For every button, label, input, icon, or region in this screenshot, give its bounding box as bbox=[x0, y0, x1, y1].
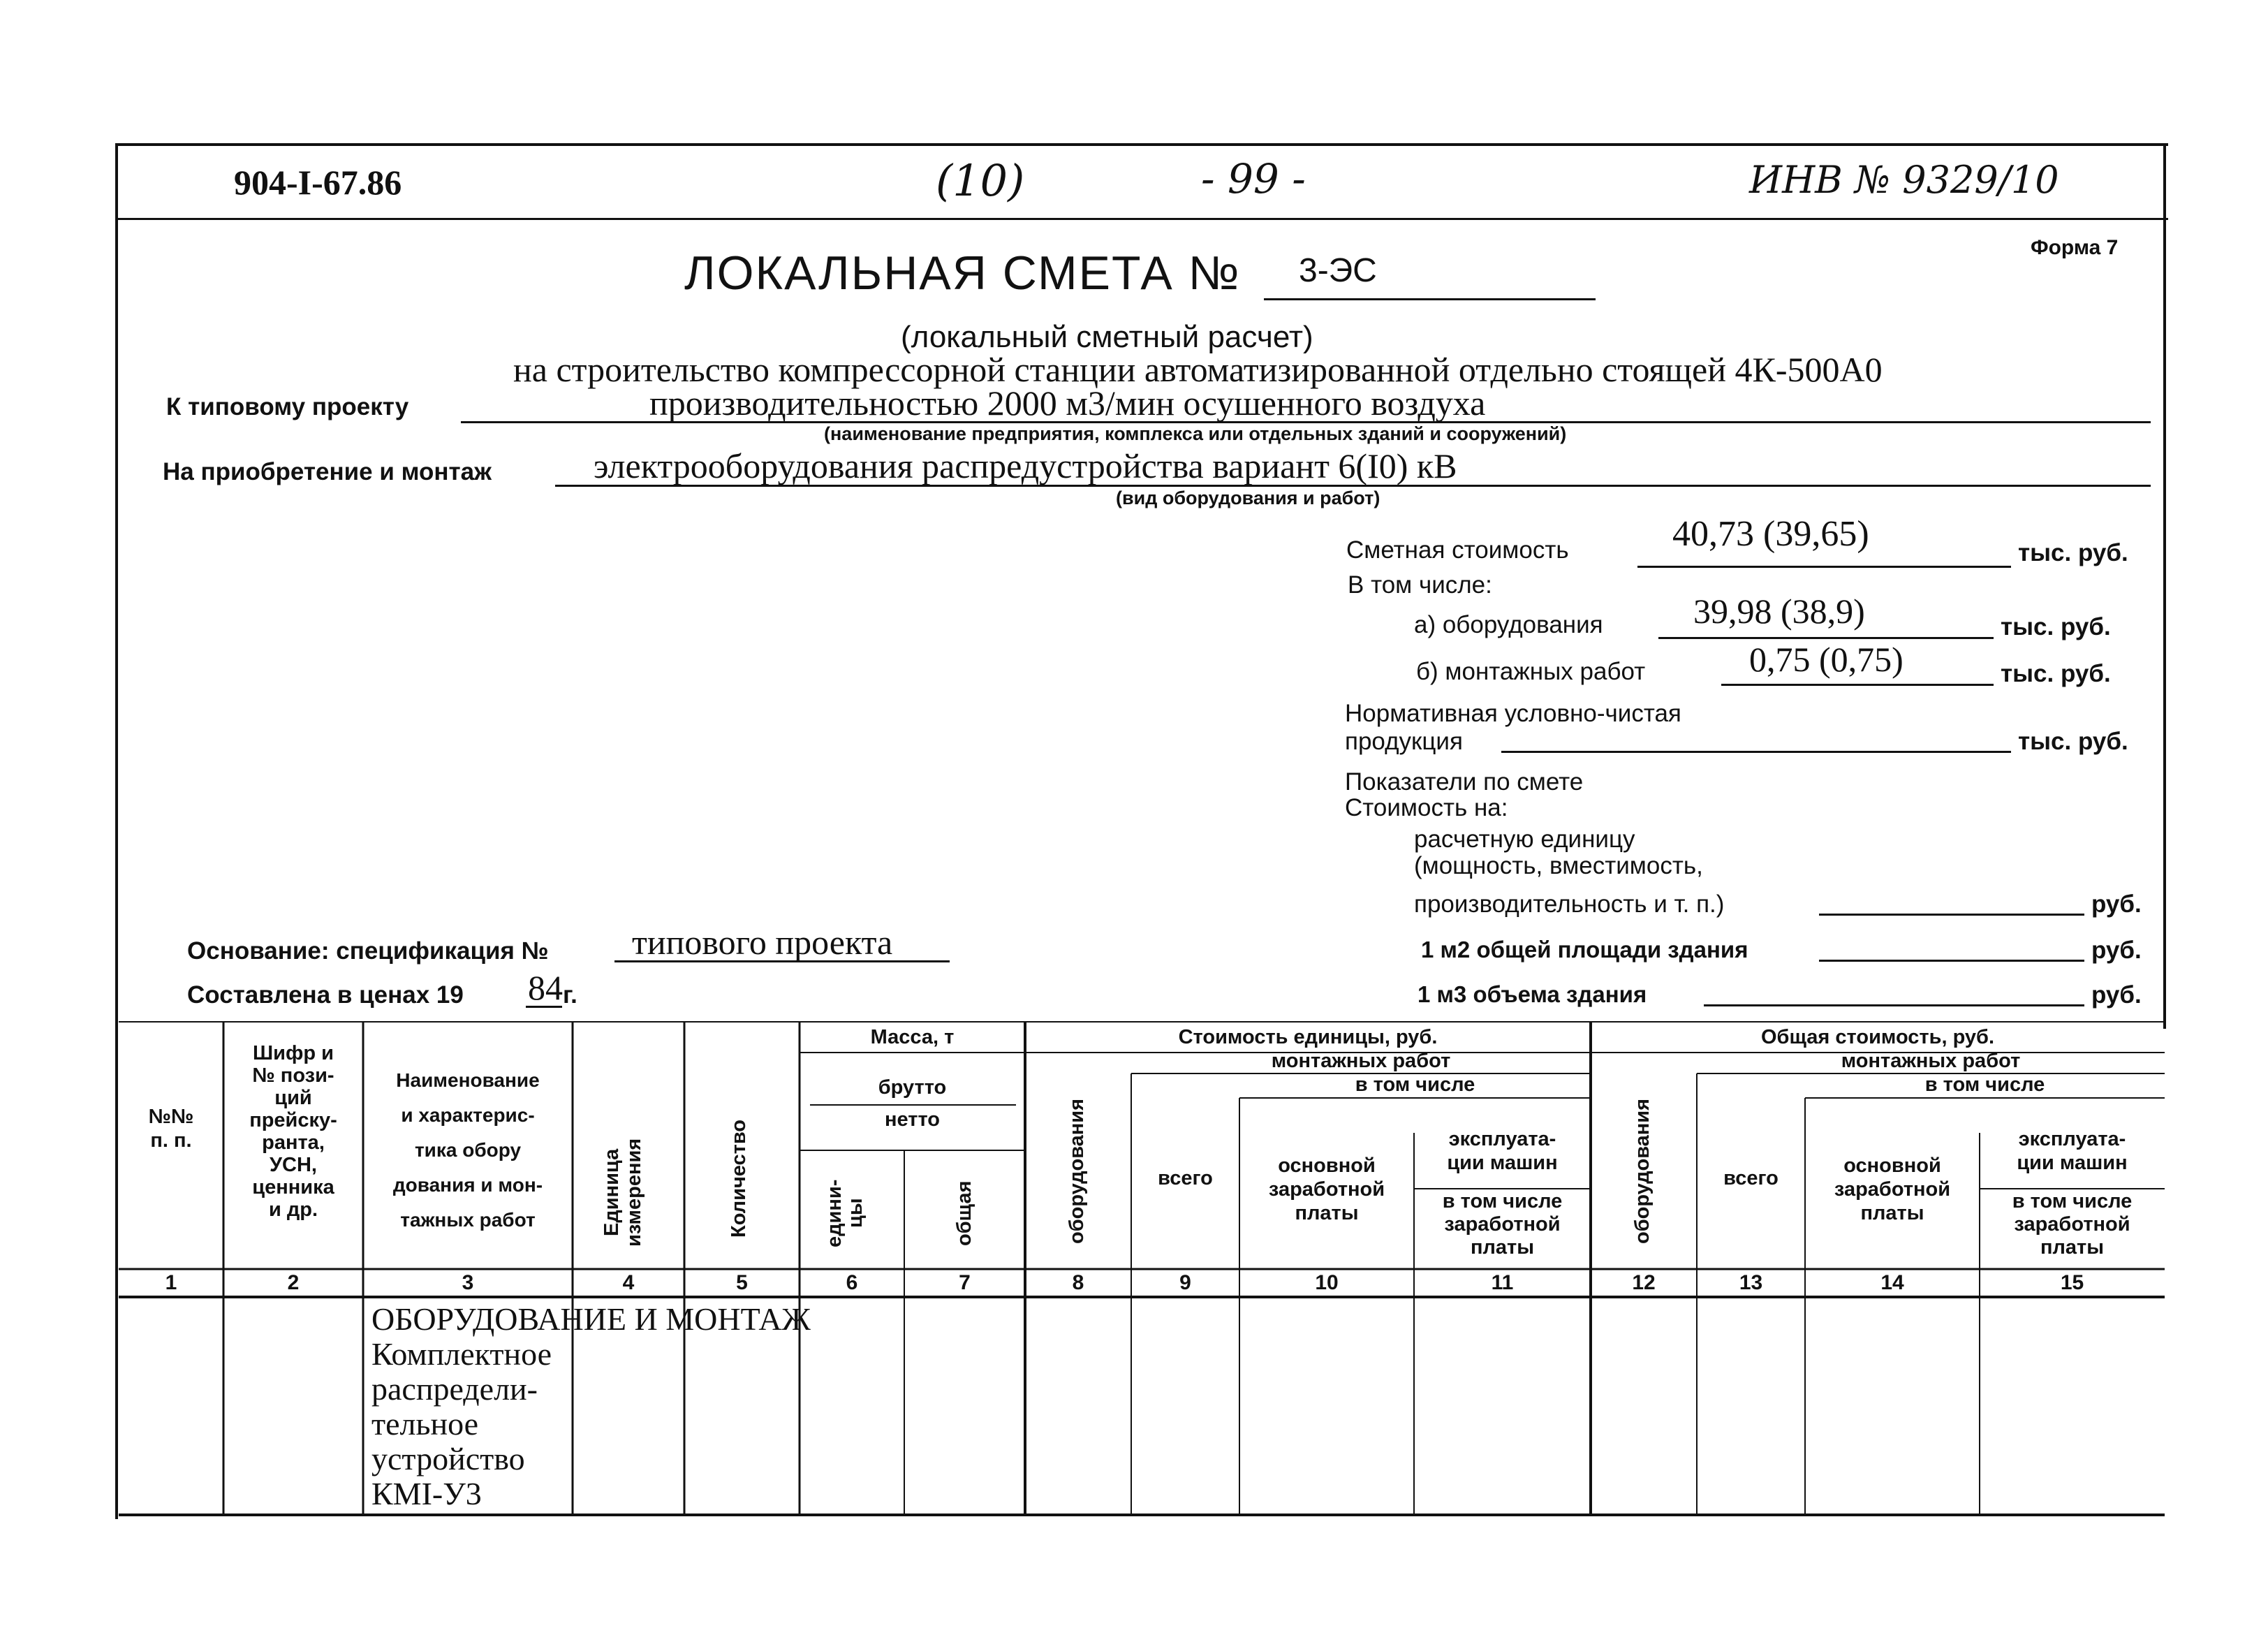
col-num-12: 12 bbox=[1632, 1271, 1656, 1294]
brutto-header: брутто bbox=[878, 1076, 947, 1099]
indicators-label: Показатели по смете bbox=[1345, 768, 1584, 796]
estimate-table bbox=[119, 1021, 2165, 1517]
normative-label-1: Нормативная условно-чистая bbox=[1345, 700, 1681, 727]
col-num-13: 13 bbox=[1739, 1271, 1763, 1294]
project-line-2: производительностью 2000 м3/мин осушенного воздуха bbox=[649, 383, 1486, 423]
per-m3-label: 1 м3 объема здания bbox=[1418, 981, 1647, 1007]
total-including-header: в том числе bbox=[1924, 1073, 2045, 1096]
equipment-caption: (вид оборудования и работ) bbox=[1116, 488, 1380, 508]
total-cost-label: Сметная стоимость bbox=[1346, 536, 1569, 564]
right-border bbox=[2163, 143, 2166, 1029]
netto-header: нетто bbox=[885, 1108, 940, 1131]
col-num-8: 8 bbox=[1072, 1271, 1084, 1294]
total-basic-wage-header: основной заработной платы bbox=[1834, 1155, 1951, 1224]
calc-unit-line bbox=[1819, 887, 2084, 916]
per-m2-line bbox=[1819, 933, 2084, 962]
total-cost-header: Общая стоимость, руб. bbox=[1761, 1026, 1994, 1048]
page-number: - 99 - bbox=[1201, 155, 1306, 203]
total-machine-wage-header: в том числе заработной платы bbox=[2012, 1190, 2133, 1259]
mounting-cost-label: б) монтажных работ bbox=[1416, 658, 1646, 685]
doc-code: 904-I-67.86 bbox=[234, 163, 402, 202]
unit-mount-header: монтажных работ bbox=[1271, 1050, 1451, 1072]
including-label: В том числе: bbox=[1348, 571, 1492, 599]
col-mass-unit-header: едини- цы bbox=[823, 1179, 867, 1247]
col-mass-total-header: общая bbox=[953, 1180, 975, 1246]
equipment-value: электрооборудования распредустройства вариант 6(I0) кВ bbox=[594, 446, 1457, 485]
col-num-5: 5 bbox=[736, 1271, 748, 1294]
col-num-14: 14 bbox=[1880, 1271, 1904, 1294]
total-cost-value: 40,73 (39,65) bbox=[1672, 514, 1869, 554]
unit-machine-wage-header: в том числе заработной платы bbox=[1442, 1190, 1563, 1259]
col-num-11: 11 bbox=[1491, 1271, 1514, 1294]
table-row-1-description: ОБОРУДОВАНИЕ И МОНТАЖ Комплектное распредели- тельное устройство КМI-У3 bbox=[371, 1301, 811, 1511]
col-quantity-header: Количество bbox=[728, 1119, 750, 1238]
mass-header: Масса, т bbox=[870, 1026, 955, 1048]
estimate-number: 3-ЭС bbox=[1299, 252, 1377, 289]
col-num-4: 4 bbox=[622, 1271, 635, 1294]
project-caption: (наименование предприятия, комплекса или отдельных зданий и сооружений) bbox=[824, 423, 1567, 444]
cost-on-label: Стоимость на: bbox=[1345, 794, 1508, 821]
calc-unit-label-1: расчетную единицу bbox=[1414, 826, 1635, 853]
col-num-6: 6 bbox=[846, 1271, 858, 1294]
per-m2-rub: руб. bbox=[2091, 937, 2142, 964]
equipment-cost-value: 39,98 (38,9) bbox=[1693, 592, 1865, 631]
normative-unit: тыс. руб. bbox=[2018, 728, 2128, 755]
inventory-number: ИНВ № 9329/10 bbox=[1749, 158, 2059, 202]
project-label: К типовому проекту bbox=[166, 393, 409, 420]
unit-basic-wage-header: основной заработной платы bbox=[1268, 1155, 1385, 1224]
unit-total-header: всего bbox=[1158, 1167, 1213, 1189]
per-m3-rub: руб. bbox=[2091, 981, 2142, 1009]
normative-line bbox=[1501, 726, 2011, 753]
estimate-subtitle: (локальный сметный расчет) bbox=[901, 320, 1313, 354]
per-m2-label: 1 м2 общей площади здания bbox=[1421, 937, 1748, 962]
col-unit-header: Единица измерения bbox=[601, 1138, 645, 1247]
sheet-mark: (10) bbox=[936, 155, 1025, 206]
basis-value: типового проекта bbox=[632, 923, 893, 962]
prices-suffix: г. bbox=[563, 981, 577, 1009]
calc-unit-label-2: (мощность, вместимость, bbox=[1414, 852, 1703, 879]
total-cost-unit: тыс. руб. bbox=[2018, 539, 2128, 566]
header-separator bbox=[115, 218, 2168, 220]
per-m3-line bbox=[1704, 978, 2084, 1006]
project-line-1: на строительство компрессорной станции автоматизированной отдельно стоящей 4К-500А0 bbox=[513, 350, 1883, 389]
unit-machines-header: эксплуата- ции машин bbox=[1447, 1128, 1558, 1174]
prices-label: Составлена в ценах 19 bbox=[187, 981, 464, 1009]
col-num-7: 7 bbox=[959, 1271, 971, 1294]
col-name-header: Наименование и характерис- тика обору дования и мон- тажных работ bbox=[392, 1069, 543, 1231]
col-total-equipment-header: оборудования bbox=[1631, 1098, 1654, 1245]
total-machines-header: эксплуата- ции машин bbox=[2017, 1128, 2128, 1174]
col-code-header: Шифр и № пози- ций прейску- ранта, УСН, ценника и др. bbox=[249, 1042, 337, 1221]
col-num-3: 3 bbox=[462, 1271, 474, 1294]
equipment-label: На приобретение и монтаж bbox=[163, 458, 492, 485]
equipment-cost-unit: тыс. руб. bbox=[2001, 613, 2111, 640]
form-label: Форма 7 bbox=[2031, 236, 2119, 259]
equipment-cost-label: а) оборудования bbox=[1414, 611, 1603, 638]
col-num-2: 2 bbox=[287, 1271, 300, 1294]
col-num-9: 9 bbox=[1179, 1271, 1191, 1294]
col-number-header: №№ п. п. bbox=[148, 1106, 194, 1152]
mounting-cost-value: 0,75 (0,75) bbox=[1749, 640, 1904, 679]
col-num-10: 10 bbox=[1315, 1271, 1339, 1294]
top-border bbox=[115, 143, 2168, 146]
normative-label-2: продукция bbox=[1345, 728, 1463, 755]
basis-label: Основание: спецификация № bbox=[187, 937, 549, 965]
prices-year: 84 bbox=[528, 968, 563, 1007]
total-total-header: всего bbox=[1723, 1167, 1779, 1189]
total-mount-header: монтажных работ bbox=[1841, 1050, 2021, 1072]
col-unit-equipment-header: оборудования bbox=[1066, 1098, 1088, 1245]
mounting-cost-unit: тыс. руб. bbox=[2001, 660, 2111, 687]
unit-including-header: в том числе bbox=[1355, 1073, 1475, 1096]
estimate-title: ЛОКАЛЬНАЯ СМЕТА № bbox=[684, 247, 1241, 300]
col-num-1: 1 bbox=[165, 1271, 177, 1294]
left-border bbox=[115, 143, 118, 1519]
unit-cost-header: Стоимость единицы, руб. bbox=[1178, 1026, 1438, 1048]
calc-unit-rub: руб. bbox=[2091, 891, 2142, 918]
calc-unit-label-3: производительность и т. п.) bbox=[1414, 891, 1725, 918]
col-num-15: 15 bbox=[2060, 1271, 2084, 1294]
